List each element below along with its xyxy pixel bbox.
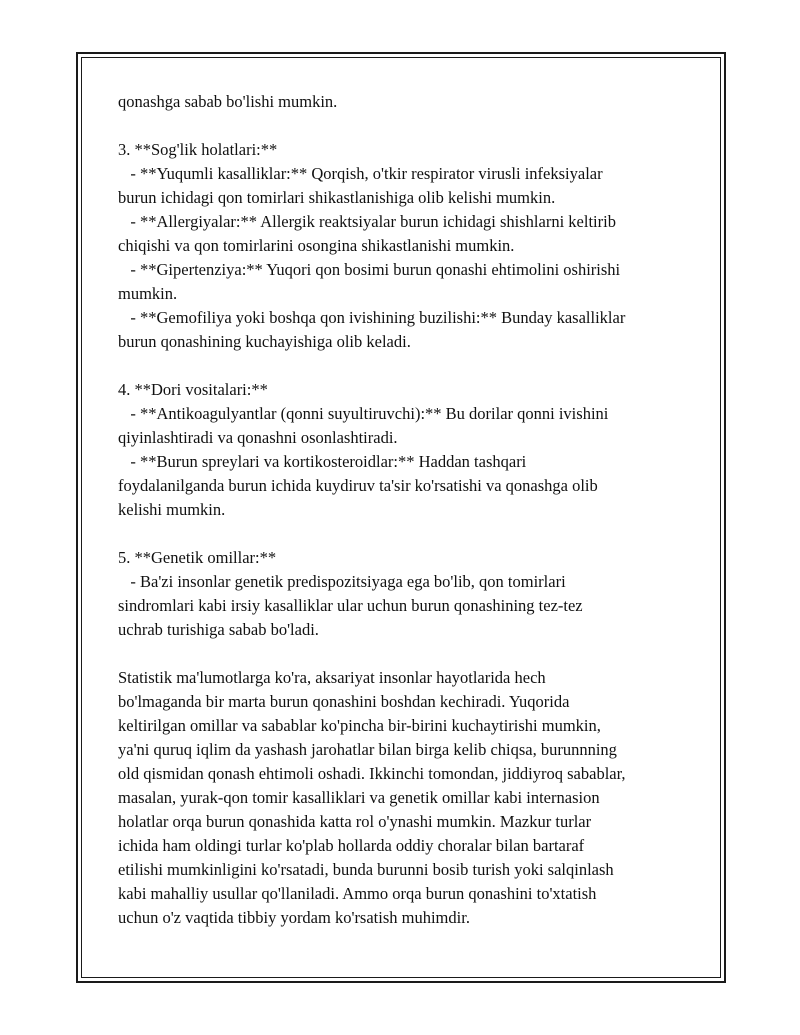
paragraph-line: keltirilgan omillar va sabablar ko'pincha bir-birini kuchaytirishi mumkin, (118, 716, 601, 735)
section-heading: 3. **Sog'lik holatlari:** (118, 140, 278, 159)
paragraph-line: holatlar orqa burun qonashida katta rol o'ynashi mumkin. Mazkur turlar (118, 812, 592, 831)
text-line: uchrab turishiga sabab bo'ladi. (118, 620, 319, 639)
list-item-line: - **Allergiyalar:** Allergik reaktsiyalar burun ichidagi shishlarni keltirib (118, 212, 616, 231)
section-heading: 4. **Dori vositalari:** (118, 380, 268, 399)
section-heading: 5. **Genetik omillar:** (118, 548, 277, 567)
paragraph-line: bo'lmaganda bir marta burun qonashini boshdan kechiradi. Yuqorida (118, 692, 570, 711)
list-item-line: - **Gemofiliya yoki boshqa qon ivishining buzilishi:** Bunday kasalliklar (118, 308, 626, 327)
paragraph-line: Statistik ma'lumotlarga ko'ra, aksariyat insonlar hayotlarida hech (118, 668, 546, 687)
list-item-line: - Ba'zi insonlar genetik predispozitsiyaga ega bo'lib, qon tomirlari (118, 572, 566, 591)
text-line: burun ichidagi qon tomirlari shikastlanishiga olib kelishi mumkin. (118, 188, 556, 207)
document-body (118, 90, 698, 930)
text-line: qonashga sabab bo'lishi mumkin. (118, 92, 338, 111)
paragraph-gap (118, 114, 698, 138)
text-line: foydalanilganda burun ichida kuydiruv ta'sir ko'rsatishi va qonashga olib (118, 476, 598, 495)
paragraph-gap (118, 354, 698, 378)
text-line: burun qonashining kuchayishiga olib keladi. (118, 332, 411, 351)
text-line: mumkin. (118, 284, 178, 303)
list-item-line: - **Gipertenziya:** Yuqori qon bosimi burun qonashi ehtimolini oshirishi (118, 260, 621, 279)
list-item-line: - **Yuqumli kasalliklar:** Qorqish, o'tkir respirator virusli infeksiyalar (118, 164, 603, 183)
paragraph-gap (118, 642, 698, 666)
text-line: kelishi mumkin. (118, 500, 226, 519)
paragraph-line: kabi mahalliy usullar qo'llaniladi. Ammo orqa burun qonashini to'xtatish (118, 884, 597, 903)
paragraph-line: ichida ham oldingi turlar ko'plab hollarda oddiy choralar bilan bartaraf (118, 836, 585, 855)
paragraph-line: uchun o'z vaqtida tibbiy yordam ko'rsatish muhimdir. (118, 908, 470, 927)
list-item-line: - **Burun spreylari va kortikosteroidlar:** Haddan tashqari (118, 452, 527, 471)
paragraph-line: etilishi mumkinligini ko'rsatadi, bunda burunni bosib turish yoki salqinlash (118, 860, 614, 879)
text-line: chiqishi va qon tomirlarini osongina shikastlanishi mumkin. (118, 236, 515, 255)
paragraph-line: old qismidan qonash ehtimoli oshadi. Ikkinchi tomondan, jiddiyroq sabablar, (118, 764, 626, 783)
paragraph-gap (118, 522, 698, 546)
text-line: qiyinlashtiradi va qonashni osonlashtiradi. (118, 428, 398, 447)
list-item-line: - **Antikoagulyantlar (qonni suyultiruvchi):** Bu dorilar qonni ivishini (118, 404, 609, 423)
text-line: sindromlari kabi irsiy kasalliklar ular uchun burun qonashining tez-tez (118, 596, 583, 615)
paragraph-line: masalan, yurak-qon tomir kasalliklari va genetik omillar kabi internasion (118, 788, 600, 807)
paragraph-line: ya'ni quruq iqlim da yashash jarohatlar bilan birga kelib chiqsa, burunnning (118, 740, 617, 759)
